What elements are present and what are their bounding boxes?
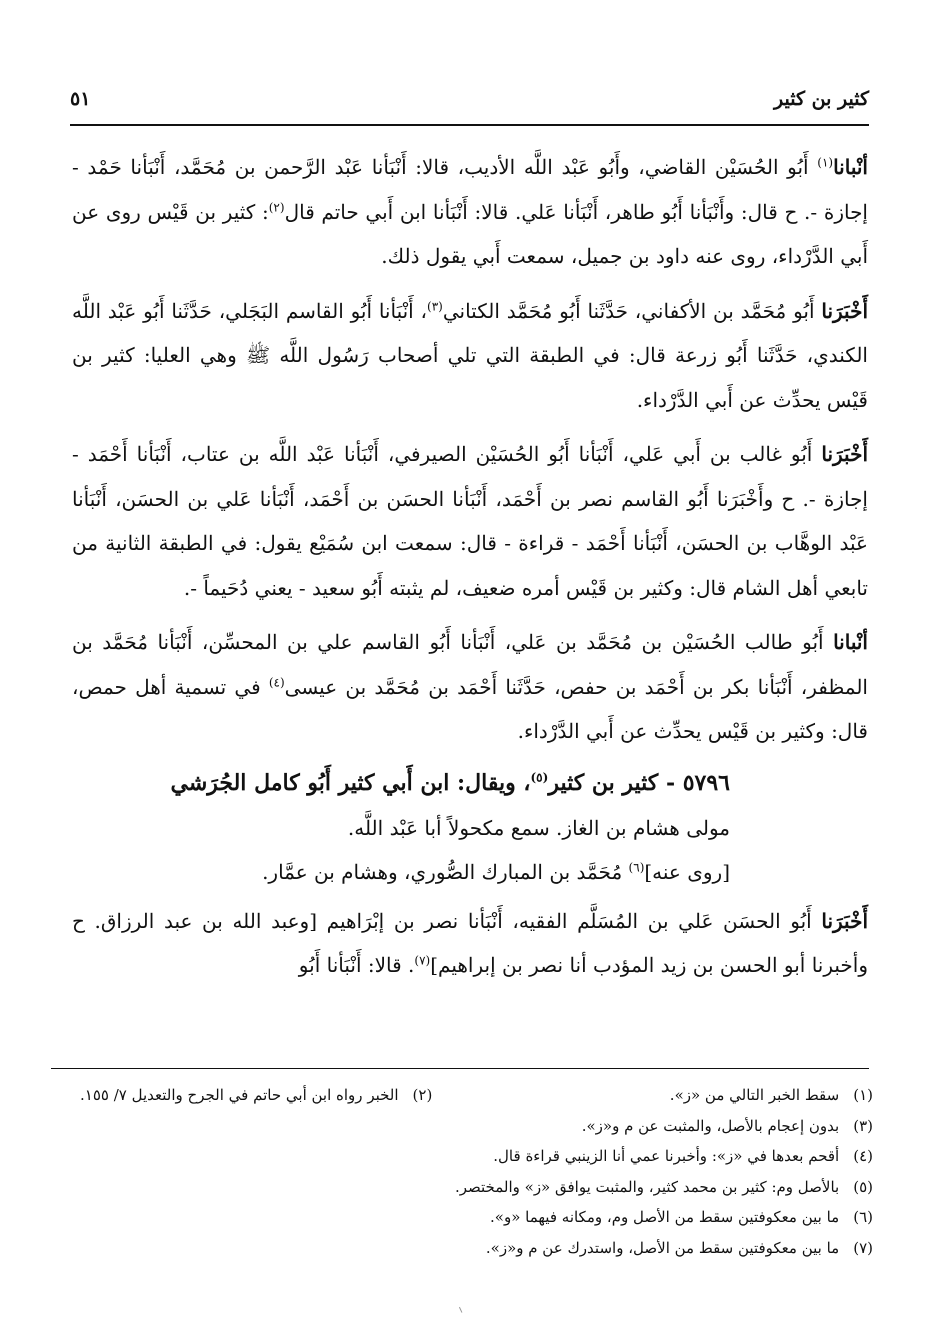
running-title: كثير بن كثير	[774, 88, 869, 110]
paragraph-lead: أَخْبَرَنا	[821, 908, 868, 933]
entry-heading	[72, 760, 868, 806]
entry-line-text: مُحَمَّد بن المبارك الصُّوري، وهشام بن عمَّار.	[262, 860, 629, 884]
footnote-number: (٥)	[853, 1177, 873, 1196]
paragraph-lead: أَخْبَرَنا	[821, 298, 868, 323]
footnote-number: (٧)	[853, 1238, 873, 1257]
footnote-row	[80, 1202, 873, 1233]
footnotes	[80, 1080, 873, 1263]
footnote-5	[455, 1172, 873, 1203]
paragraph-5	[72, 899, 868, 988]
footnote-ref: (٣)	[427, 298, 443, 313]
footnote-text: الخبر رواه ابن أبي حاتم في الجرح والتعديل ٧/ ١٥٥.	[80, 1086, 399, 1104]
paragraph-3	[72, 432, 868, 610]
footnote-text: سقط الخبر التالي من «ز».	[669, 1086, 840, 1104]
entry-line-2	[72, 850, 868, 895]
paragraph-2	[72, 289, 868, 423]
main-text	[72, 145, 868, 988]
paragraph-text: أَبُو الحُسَيْن القاضي، وأَبُو عَبْد اللَّه الأديب، قالا: أَنْبَأنا عَبْد الرَّحمن بن مُحَمَّد، أَنْبَأنا حَمْد - إجازة -. ح قال: وأَنْبَأنا أَبُو طاهر، أَنْبَأنا عَلي. قالا: أَنْبَأنا ابن أَبي حاتم قال	[72, 155, 868, 224]
entry-heading-text: ٥٧٩٦ - كثير بن كثير	[548, 769, 730, 796]
page-header	[70, 86, 869, 120]
footnote-row	[80, 1141, 873, 1172]
footnote-row	[80, 1111, 873, 1142]
paragraph-text: أَبُو مُحَمَّد بن الأكفاني، حَدَّثَنا أَبُو مُحَمَّد الكتاني	[442, 298, 822, 323]
paragraph-text: . قالا: أَنْبَأنا أَبُو	[298, 953, 415, 977]
footnote-rule	[51, 1068, 869, 1069]
paragraph-lead: أَخْبَرَنا	[821, 442, 868, 466]
footnote-number: (٦)	[853, 1208, 873, 1226]
footnote-text: ما بين معكوفتين سقط من الأصل وم، ومكانه فيهما «و».	[490, 1208, 840, 1226]
footnote-ref: (١)	[817, 155, 834, 170]
footnote-ref: (٦)	[628, 860, 645, 875]
footnote-text: أقحم بعدها في «ز»: وأخبرنا عمي أنا الزينبي قراءة قال.	[493, 1147, 840, 1165]
page-number: ٥١	[70, 88, 91, 110]
paragraph-text: أَبُو غالب بن أَبي عَلي، أَنْبَأنا أَبُو الحُسَيْن الصيرفي، أَنْبَأنا عَبْد اللَّه بن عتاب، أَنْبَأنا أَحْمَد - إجازة -. ح وأَخْبَرَنا أَبُو القاسم نصر بن أَحْمَد، أَنْبَأنا الحسَن بن أَحْمَد، أَنْبَأنا عَلي بن الحسَن، أَنْبَأنا عَبْد الوهَّاب بن الحسَن، أَنْبَأنا أَحْمَد - قراءة - قال: سمعت ابن سُمَيْع يقول: في الطبقة الثانية من تابعي أهل الشام قال: وكثير بن قَيْس أمره ضعيف، لم يثبته أَبُو سعيد - يعني دُحَيماً -.	[72, 442, 868, 600]
paragraph-text: أَبُو طالب الحُسَيْن بن مُحَمَّد بن عَلي، أَنْبَأنا أَبُو القاسم علي بن المحسِّن، أَنْبَأنا مُحَمَّد بن المظفر، أَنْبَأنا بكر بن أَحْمَد بن حفص، حَدَّثَنا أَحْمَد بن مُحَمَّد بن عيسى	[72, 630, 868, 699]
footnote-2	[80, 1080, 432, 1111]
footnote-row	[80, 1172, 873, 1203]
footnote-ref: (٧)	[414, 953, 431, 968]
paragraph-1	[72, 145, 868, 279]
footnote-1	[670, 1080, 873, 1111]
footnote-7	[486, 1233, 873, 1264]
footnote-text: بدون إعجام بالأصل، والمثبت عن م و«ز».	[581, 1116, 840, 1135]
footnote-ref: (٢)	[268, 199, 285, 214]
footnote-text: بالأصل وم: كثير بن محمد كثير، والمثبت يوافق «ز» والمختصر.	[454, 1177, 840, 1196]
paragraph-text: في تسمية أهل حمص، قال: وكثير بن قَيْس يحدِّث عن أَبي الدَّرْداء.	[72, 674, 868, 743]
paragraph-text: : كثير بن قَيْس روى عن أَبي الدَّرْداء، روى عنه داود بن جميل، سمعت أَبي يقول ذلك.	[72, 199, 868, 268]
footnote-text: ما بين معكوفتين سقط من الأصل، واستدرك عن م و«ز».	[485, 1238, 840, 1257]
entry-line-1: مولى هشام بن الغاز. سمع مكحولاً أبا عَبْد اللَّه.	[347, 815, 730, 840]
paragraph-text: أَبُو الحسَن عَلي بن المُسَلَّم الفقيه، أَنْبَأنا نصر بن إبْرَاهيم [وعبد الله بن عبد الرزاق. ح وأخبرنا أبو الحسن بن زيد المؤدب أنا نصر بن إبراهيم]	[72, 908, 868, 977]
paragraph-text: ، أَنْبَأنا أَبُو القاسم البَجَلي، حَدَّثَنا أَبُو عَبْد اللَّه الكندي، حَدَّثَنا أَبُو زرعة قال: في الطبقة التي تلي أصحاب رَسُول اللَّه ﷺ وهي العليا: كثير بن قَيْس يحدِّث عن أَبي الدَّرْداء.	[72, 298, 868, 412]
footnote-6	[490, 1202, 873, 1233]
footnote-number: (٣)	[853, 1116, 873, 1135]
footnote-ref: (٤)	[268, 674, 285, 689]
paragraph-lead: أنْبانا	[833, 630, 868, 654]
footnote-row	[80, 1233, 873, 1264]
footnote-row	[80, 1080, 873, 1111]
entry-heading-text: ، ويقال: ابن أَبي كثير أَبُو كامل الجُرَشي	[170, 769, 531, 796]
paragraph-lead: أنْبانا	[833, 155, 868, 179]
footnote-number: (٤)	[853, 1147, 873, 1165]
footnote-ref: (٥)	[530, 770, 549, 785]
footnote-number: (١)	[853, 1086, 873, 1104]
entry-line-text: [روى عنه]	[644, 860, 730, 884]
footnote-4	[493, 1141, 873, 1172]
paragraph-4	[72, 620, 868, 754]
header-rule	[70, 124, 869, 126]
scan-mark	[459, 1305, 466, 1313]
footnote-number: (٢)	[412, 1086, 433, 1104]
footnote-3	[582, 1111, 873, 1142]
